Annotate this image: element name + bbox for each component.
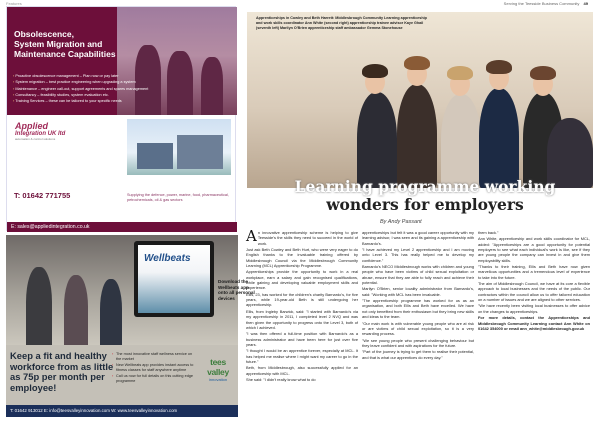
paragraph [246,227,358,246]
paragraph: Just ask Beth Cowley and Beth Hurt, who were very eager to do English thanks to the invaluable training offered by Middlesbrough Council via the Middlesbrough Community Learning (MCL) Apprenticeship Programme. [246,247,358,269]
paragraph: "We see young people who present challenging behaviour but they leave confident and with aspirations for the future. [362,337,474,348]
article-byline: By Andy Passant [380,219,422,225]
paragraph: Barnardo's NECO Middlesbrough works with children and young people who have been victims of child sexual exploitation or abuse, ensure that they are able to fully reach and achieve their potential. [362,264,474,286]
photo-caption: Apprenticeships in Cowley and Beth Harrett: Middlesbrough Community Learning apprenticeship and work skills coordinator Ann White (second right) apprenticeship trainee advisor Kaye Ghail (seventh left) Marilyn O'Brien apprenticeship staff ambassador Gemma Stonehouse [256,16,427,30]
service-item: › Proactive obsolescence management – Plan now or pay later [13,73,223,79]
logo-sub: innovation [208,377,228,382]
article-headline [260,178,590,214]
paragraph: Marilyn O'Brien, senior locality administrator from Barnardo's, said: "Working with MCL has been invaluable. [362,286,474,297]
feature-item: › Call us now for full details on this cutting edge programme [112,374,198,383]
wellbeats-logo: Wellbeats [144,253,191,264]
tees-valley-innovation-logo [199,357,237,382]
paragraph: "I thought I would be an apprentice forever, especially at MCL. It has helped me realise where I might want my career to go in the future." [246,348,358,364]
feature-item: › New Wellbeats app provides instant access to fitness classes for staff anywhere anytime [112,363,198,372]
logo-subtitle: automation & control solutions [15,137,56,141]
service-item: › Maintenance – engineer call-out, support agreements and spares management [13,86,223,92]
article-column-1 [246,227,358,383]
services-list [13,73,223,104]
paragraph: She said: "I didn't really know what to do [246,376,316,382]
headline-line-2: wonders for employers [326,195,524,214]
paragraph: "We have recently been visiting local businesses to offer advice on the changes to apprenticeships. [478,303,590,314]
paragraph: Ellis, 23, has worked for the children's charity Barnardo's, for five years, while 19-year-old Beth is still undergoing her apprenticeship. [246,291,358,308]
paragraph: "Part of the journey is trying to get them to realise their potential, and that is what our apprentices do every day." [362,349,474,360]
paragraph: "Our main work is with vulnerable young people who are at risk or are victims of child sexual exploitation, so it is a very rewarding process. [362,320,474,337]
paragraph: them back." [478,230,499,235]
tablet-screen [138,245,210,313]
article-column-2 [362,230,474,361]
title-line-1: Obsolescence, [14,29,75,39]
publication-tagline: Serving the Teesside Business Community [503,1,580,6]
paragraph: "The apprenticeship programme has worked for us as an organisation, and both Ellis and Beth have excelled. We have not only benefited from their enthusiasm but they bring new skills and ideas to the team. [362,298,474,320]
contact-paragraph [478,315,590,331]
contact-details: For more details, contact the Apprenticeships and Middlesbrough Community Learning contact Ann White on 01642 354000 or email ann_white@middlesbrough.gov.uk [478,315,590,331]
paragraph: Apprenticeships provide the opportunity to work in a real workplace, earn a salary and gain recognised qualifications, while gaining and developing valuable employment skills and experience. [246,269,358,291]
paragraph: The aim of Middlesbrough Council, we have at its core a flexible approach to local businesses and the needs of the public. Our contractors within the council allow us to offer tailored education on a number of issues and we are aligned to other services. [478,281,590,303]
page-number: 49 [583,1,588,6]
email-address[interactable]: E: sales@appliedintegration.co.uk [7,222,237,232]
feature-item: › The most innovative staff wellness service on the market [112,352,198,361]
headline-line-1: Learning programme working [294,177,556,196]
paragraph: Beth, from Middlesbrough, also successfully applied for an apprenticeship with MCL. [246,365,358,376]
logo-integration-text: Integration UK ltd [15,131,66,137]
service-item: › Consultancy – feasibility studies, system evaluation etc. [13,92,223,98]
paragraph-text: n innovative apprenticeship scheme is helping to give Teesside's the skills they need to succeed in the world of work. [257,230,358,246]
service-item: › System migration – best practice engineering when upgrading a system [13,79,223,85]
applied-integration-advert[interactable] [6,6,236,231]
wellbeats-advert[interactable] [6,235,255,417]
article-photo [247,12,593,188]
paragraph: Ann White, apprenticeship and work skills coordinator for MCL, added: "Apprenticeships are a good opportunity for potential employers to see what each individual's work is like, see if they are young people the company can invest in and give them employability skills. [478,236,590,263]
running-header [504,1,588,6]
service-item: › Training Services – these can be tailored to your specific needs [13,98,223,104]
sectors-tagline: Supplying the defence, power, marine, food, pharmaceutical, petrochemicals, oil & gas sectors [127,193,229,202]
article-column-3 [478,230,590,332]
section-label: Features [6,1,22,6]
paragraph: "I have achieved my Level 2 apprenticeship and I am moving onto Level 3. This has really helped me to develop my confidence." [362,247,474,263]
advert-banner [7,7,237,115]
paragraph: "Thanks to their training, Ellis and Beth have now given marvellous opportunities and a tremendous level of experience to take into the future. [478,264,590,280]
download-app-text: Download the Wellbeats app onto all personal devices [218,279,255,301]
paragraph: "I was then offered a full-time position with Barnardo's as a business administrator and have been here for just over five years. [246,331,358,347]
tablet-device [134,241,214,317]
paragraph: apprenticeships but felt it was a good career opportunity with my learning advisor, I was seen and its gaining a apprenticeship with Barnardo's. [362,230,474,246]
drop-cap: A [246,227,257,245]
logo-applied-text: Applied [15,121,48,131]
logo-name: tees valley [207,357,229,377]
advert-title [14,29,164,59]
title-line-3: Maintenance Capabilities [14,49,116,59]
contact-bar[interactable]: T: 01642 913012 E: info@teesvalleyinnovation.com W: www.teesvalleyinnovation.com [6,405,238,417]
title-line-2: System Migration and [14,39,103,49]
phone-number[interactable]: T: 01642 771755 [14,191,71,200]
advert-slogan: Keep a fit and healthy workforce from as little as 75p per month per employee! [10,350,114,393]
features-list [112,352,198,386]
office-building-photo [127,119,231,175]
applied-integration-logo [15,121,110,149]
paragraph: Ellis, from Ingleby Barwick, said: "I started with Barnardo's via my apprenticeship in 2011, I completed level 2 NVQ and was then given the opportunity to progress onto the Level 3, both of which I achieved. [246,308,358,330]
